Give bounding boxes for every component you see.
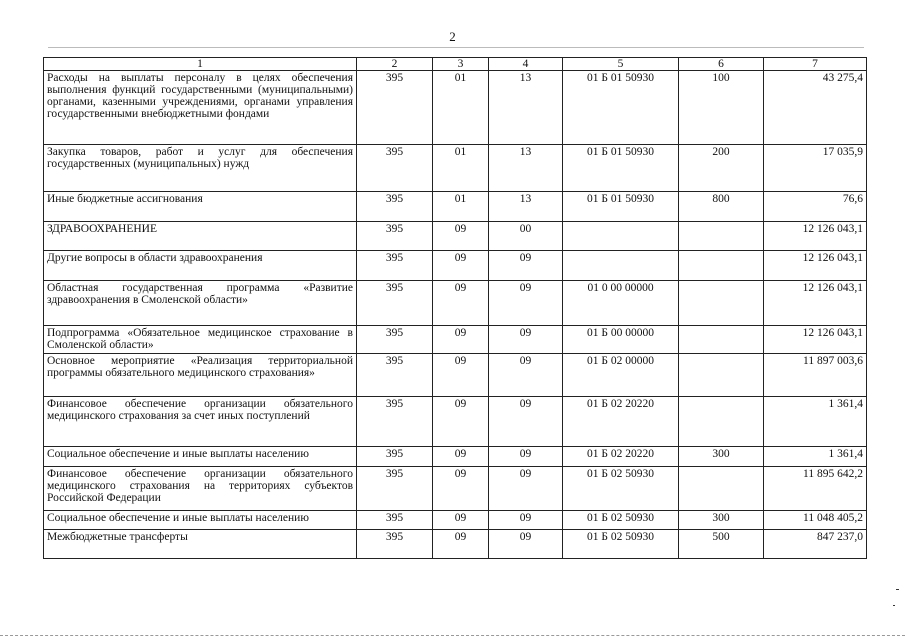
table-cell (679, 251, 764, 281)
table-row (44, 354, 867, 397)
table-cell: 100 (679, 71, 764, 145)
table-row (44, 71, 867, 145)
table-cell: 395 (357, 145, 433, 192)
table-cell: 01 Б 01 50930 (563, 71, 679, 145)
table-cell: 01 0 00 00000 (563, 281, 679, 326)
table-row (44, 326, 867, 354)
scan-artifact-line (48, 47, 864, 48)
table-cell: 01 (433, 192, 489, 222)
table-cell: 12 126 043,1 (764, 281, 867, 326)
table-cell: 09 (433, 281, 489, 326)
table-cell: Основное мероприятие «Реализация территориальной программы обязательного медицинского страхования» (44, 354, 357, 397)
table-cell: 01 Б 02 50930 (563, 467, 679, 511)
table-cell: 395 (357, 511, 433, 530)
table-cell: 01 Б 02 00000 (563, 354, 679, 397)
table-cell: 11 048 405,2 (764, 511, 867, 530)
scan-bottom-edge (0, 635, 905, 636)
scan-speck (896, 589, 899, 590)
table-cell: 395 (357, 222, 433, 251)
table-row (44, 530, 867, 559)
table-cell: 09 (489, 326, 563, 354)
table-cell: 395 (357, 281, 433, 326)
table-cell: 847 237,0 (764, 530, 867, 559)
table-cell: 09 (489, 467, 563, 511)
table-cell: 395 (357, 397, 433, 447)
table-cell: 09 (433, 511, 489, 530)
table-row (44, 192, 867, 222)
table-row (44, 281, 867, 326)
table-cell: 395 (357, 71, 433, 145)
table-cell: 00 (489, 222, 563, 251)
table-cell: 395 (357, 447, 433, 467)
column-header: 1 (44, 58, 357, 71)
table-cell: ЗДРАВООХРАНЕНИЕ (44, 222, 357, 251)
table-header-row (44, 58, 867, 71)
table-cell: 500 (679, 530, 764, 559)
table-cell: 11 895 642,2 (764, 467, 867, 511)
table-cell: 395 (357, 467, 433, 511)
column-header: 3 (433, 58, 489, 71)
table-cell: Социальное обеспечение и иные выплаты населению (44, 511, 357, 530)
table-row (44, 251, 867, 281)
scan-speck (893, 605, 895, 606)
table-cell: 395 (357, 192, 433, 222)
table-cell: 09 (433, 530, 489, 559)
table-cell: 09 (433, 354, 489, 397)
table-cell: 76,6 (764, 192, 867, 222)
table-cell: 09 (433, 467, 489, 511)
table-cell: Закупка товаров, работ и услуг для обеспечения государственных (муниципальных) нужд (44, 145, 357, 192)
table-cell: 01 (433, 145, 489, 192)
table-cell: 11 897 003,6 (764, 354, 867, 397)
table-cell: 395 (357, 354, 433, 397)
table-cell (679, 326, 764, 354)
table-cell: 01 Б 01 50930 (563, 145, 679, 192)
table-cell: 01 Б 00 00000 (563, 326, 679, 354)
column-header: 7 (764, 58, 867, 71)
table-cell: Социальное обеспечение и иные выплаты населению (44, 447, 357, 467)
table-row (44, 222, 867, 251)
table-cell: 09 (489, 354, 563, 397)
table-cell: 395 (357, 326, 433, 354)
table-cell (679, 281, 764, 326)
table-cell: 12 126 043,1 (764, 251, 867, 281)
table-cell: 12 126 043,1 (764, 326, 867, 354)
table-cell: 01 Б 02 20220 (563, 447, 679, 467)
table-cell: 395 (357, 530, 433, 559)
table-cell: Расходы на выплаты персоналу в целях обеспечения выполнения функций государственными (муниципальными) органами, казенными учреждениями, органами управления государственными внебюджетными фондами (44, 71, 357, 145)
table-cell: 09 (433, 251, 489, 281)
table-row (44, 447, 867, 467)
table-row (44, 511, 867, 530)
column-header: 5 (563, 58, 679, 71)
table-cell: 300 (679, 511, 764, 530)
table-cell: 01 Б 02 50930 (563, 511, 679, 530)
table-cell: 01 Б 02 20220 (563, 397, 679, 447)
table-cell: 200 (679, 145, 764, 192)
table-cell: 09 (489, 530, 563, 559)
table-cell: 395 (357, 251, 433, 281)
table-row (44, 145, 867, 192)
table-cell (563, 222, 679, 251)
table-cell (679, 397, 764, 447)
table-cell (563, 251, 679, 281)
table-cell: 09 (433, 397, 489, 447)
table-cell: Другие вопросы в области здравоохранения (44, 251, 357, 281)
table-row (44, 397, 867, 447)
table-cell (679, 354, 764, 397)
table-cell: 13 (489, 145, 563, 192)
table-cell: Финансовое обеспечение организации обязательного медицинского страхования на территориях субъектов Российской Федерации (44, 467, 357, 511)
table-cell: 09 (489, 511, 563, 530)
table-cell (679, 467, 764, 511)
table-cell: 09 (489, 397, 563, 447)
column-header: 4 (489, 58, 563, 71)
page-number: 2 (449, 29, 456, 44)
table-cell: 300 (679, 447, 764, 467)
table-cell: 09 (489, 251, 563, 281)
table-cell: Иные бюджетные ассигнования (44, 192, 357, 222)
table-cell: 43 275,4 (764, 71, 867, 145)
table-cell: 01 Б 02 50930 (563, 530, 679, 559)
column-header: 6 (679, 58, 764, 71)
table-cell: 09 (433, 222, 489, 251)
table-row (44, 467, 867, 511)
table-cell: Областная государственная программа «Развитие здравоохранения в Смоленской области» (44, 281, 357, 326)
table-cell: 09 (489, 447, 563, 467)
table-cell: 800 (679, 192, 764, 222)
table-cell: 09 (433, 326, 489, 354)
table-cell: 09 (489, 281, 563, 326)
table-cell: 01 Б 01 50930 (563, 192, 679, 222)
table-cell: 13 (489, 192, 563, 222)
table-cell: 1 361,4 (764, 447, 867, 467)
table-cell: Финансовое обеспечение организации обязательного медицинского страхования за счет иных поступлений (44, 397, 357, 447)
table-cell: 17 035,9 (764, 145, 867, 192)
budget-table (43, 57, 867, 559)
table-cell: 09 (433, 447, 489, 467)
table-cell (679, 222, 764, 251)
table-cell: Межбюджетные трансферты (44, 530, 357, 559)
table-cell: Подпрограмма «Обязательное медицинское страхование в Смоленской области» (44, 326, 357, 354)
table-cell: 01 (433, 71, 489, 145)
table-cell: 12 126 043,1 (764, 222, 867, 251)
table-cell: 1 361,4 (764, 397, 867, 447)
table-cell: 13 (489, 71, 563, 145)
column-header: 2 (357, 58, 433, 71)
